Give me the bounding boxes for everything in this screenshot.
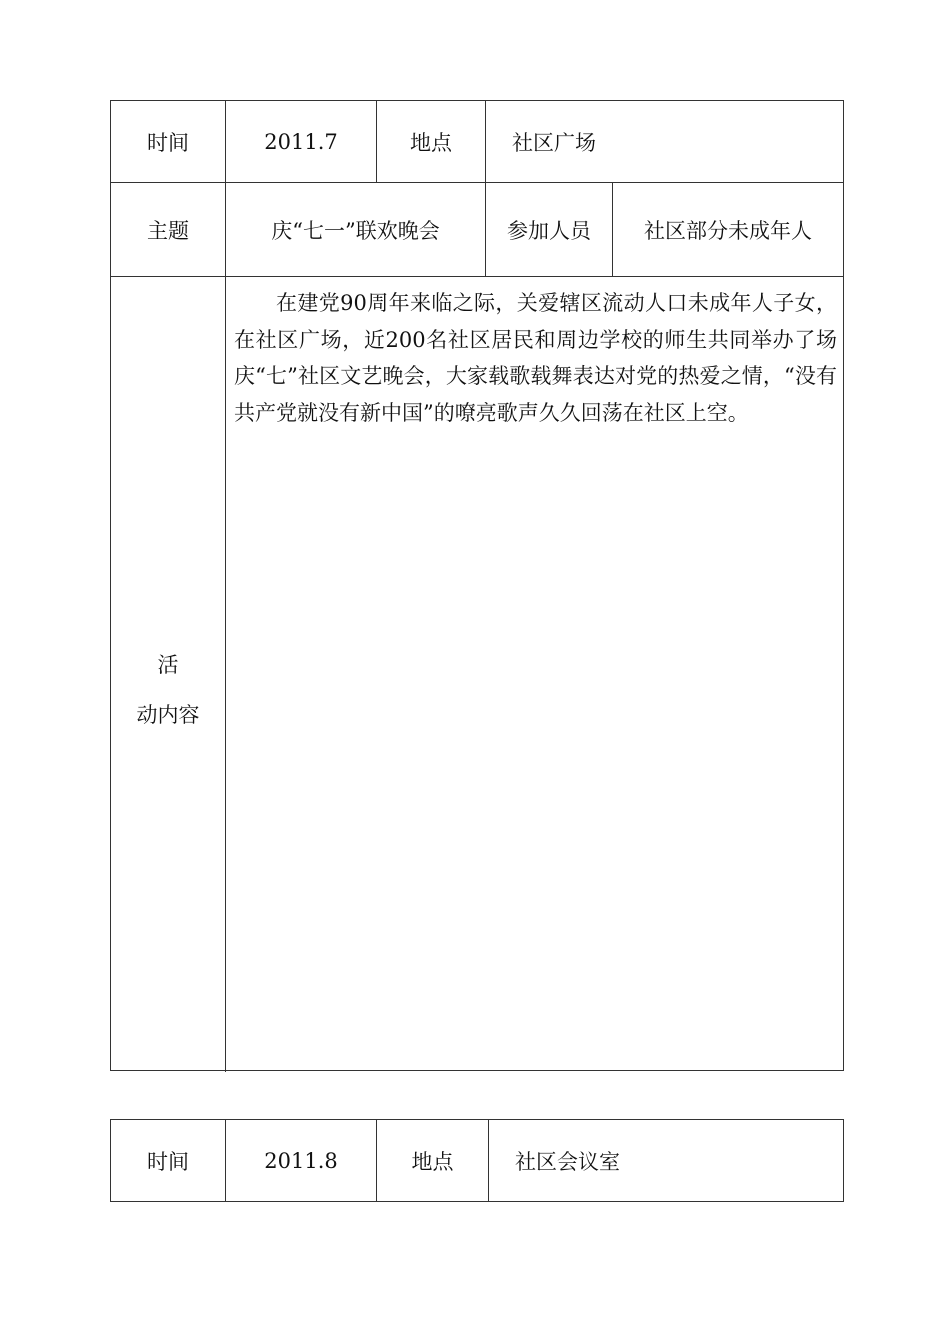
- content-paragraph: 在建党90周年来临之际，关爱辖区流动人口未成年人子女，在社区广场，近200名社区居民和周边学校的师生共同举办了场庆“七”社区文艺晚会，大家载歌载舞表达对党的热爱之情，“没有共产党就没有新中国”的嘹亮歌声久久回荡在社区上空。: [234, 291, 837, 425]
- theme-value: 庆“七一”联欢晚会: [226, 183, 486, 276]
- theme-label: 主题: [111, 183, 226, 276]
- time-label: 时间: [111, 1120, 226, 1201]
- content-text-cell: [226, 277, 843, 1072]
- time-label: 时间: [111, 101, 226, 182]
- place-value: 社区广场: [512, 130, 596, 155]
- time-place-row: [111, 101, 843, 183]
- activity-record-table-1: [110, 100, 844, 1071]
- place-label: 地点: [377, 101, 486, 182]
- content-row: [111, 277, 843, 1072]
- content-label-line2: 动内容: [136, 702, 200, 727]
- activity-record-table-2: [110, 1119, 844, 1202]
- participants-label: 参加人员: [486, 183, 613, 276]
- theme-participants-row: [111, 183, 843, 277]
- place-value: 社区会议室: [515, 1149, 620, 1174]
- content-label: [111, 277, 226, 1072]
- content-label-line1: 活: [157, 652, 179, 677]
- time-place-row: [111, 1120, 843, 1201]
- time-value: 2011.8: [226, 1120, 377, 1201]
- place-label: 地点: [377, 1120, 489, 1201]
- time-value: 2011.7: [226, 101, 377, 182]
- participants-value: 社区部分未成年人: [644, 218, 812, 243]
